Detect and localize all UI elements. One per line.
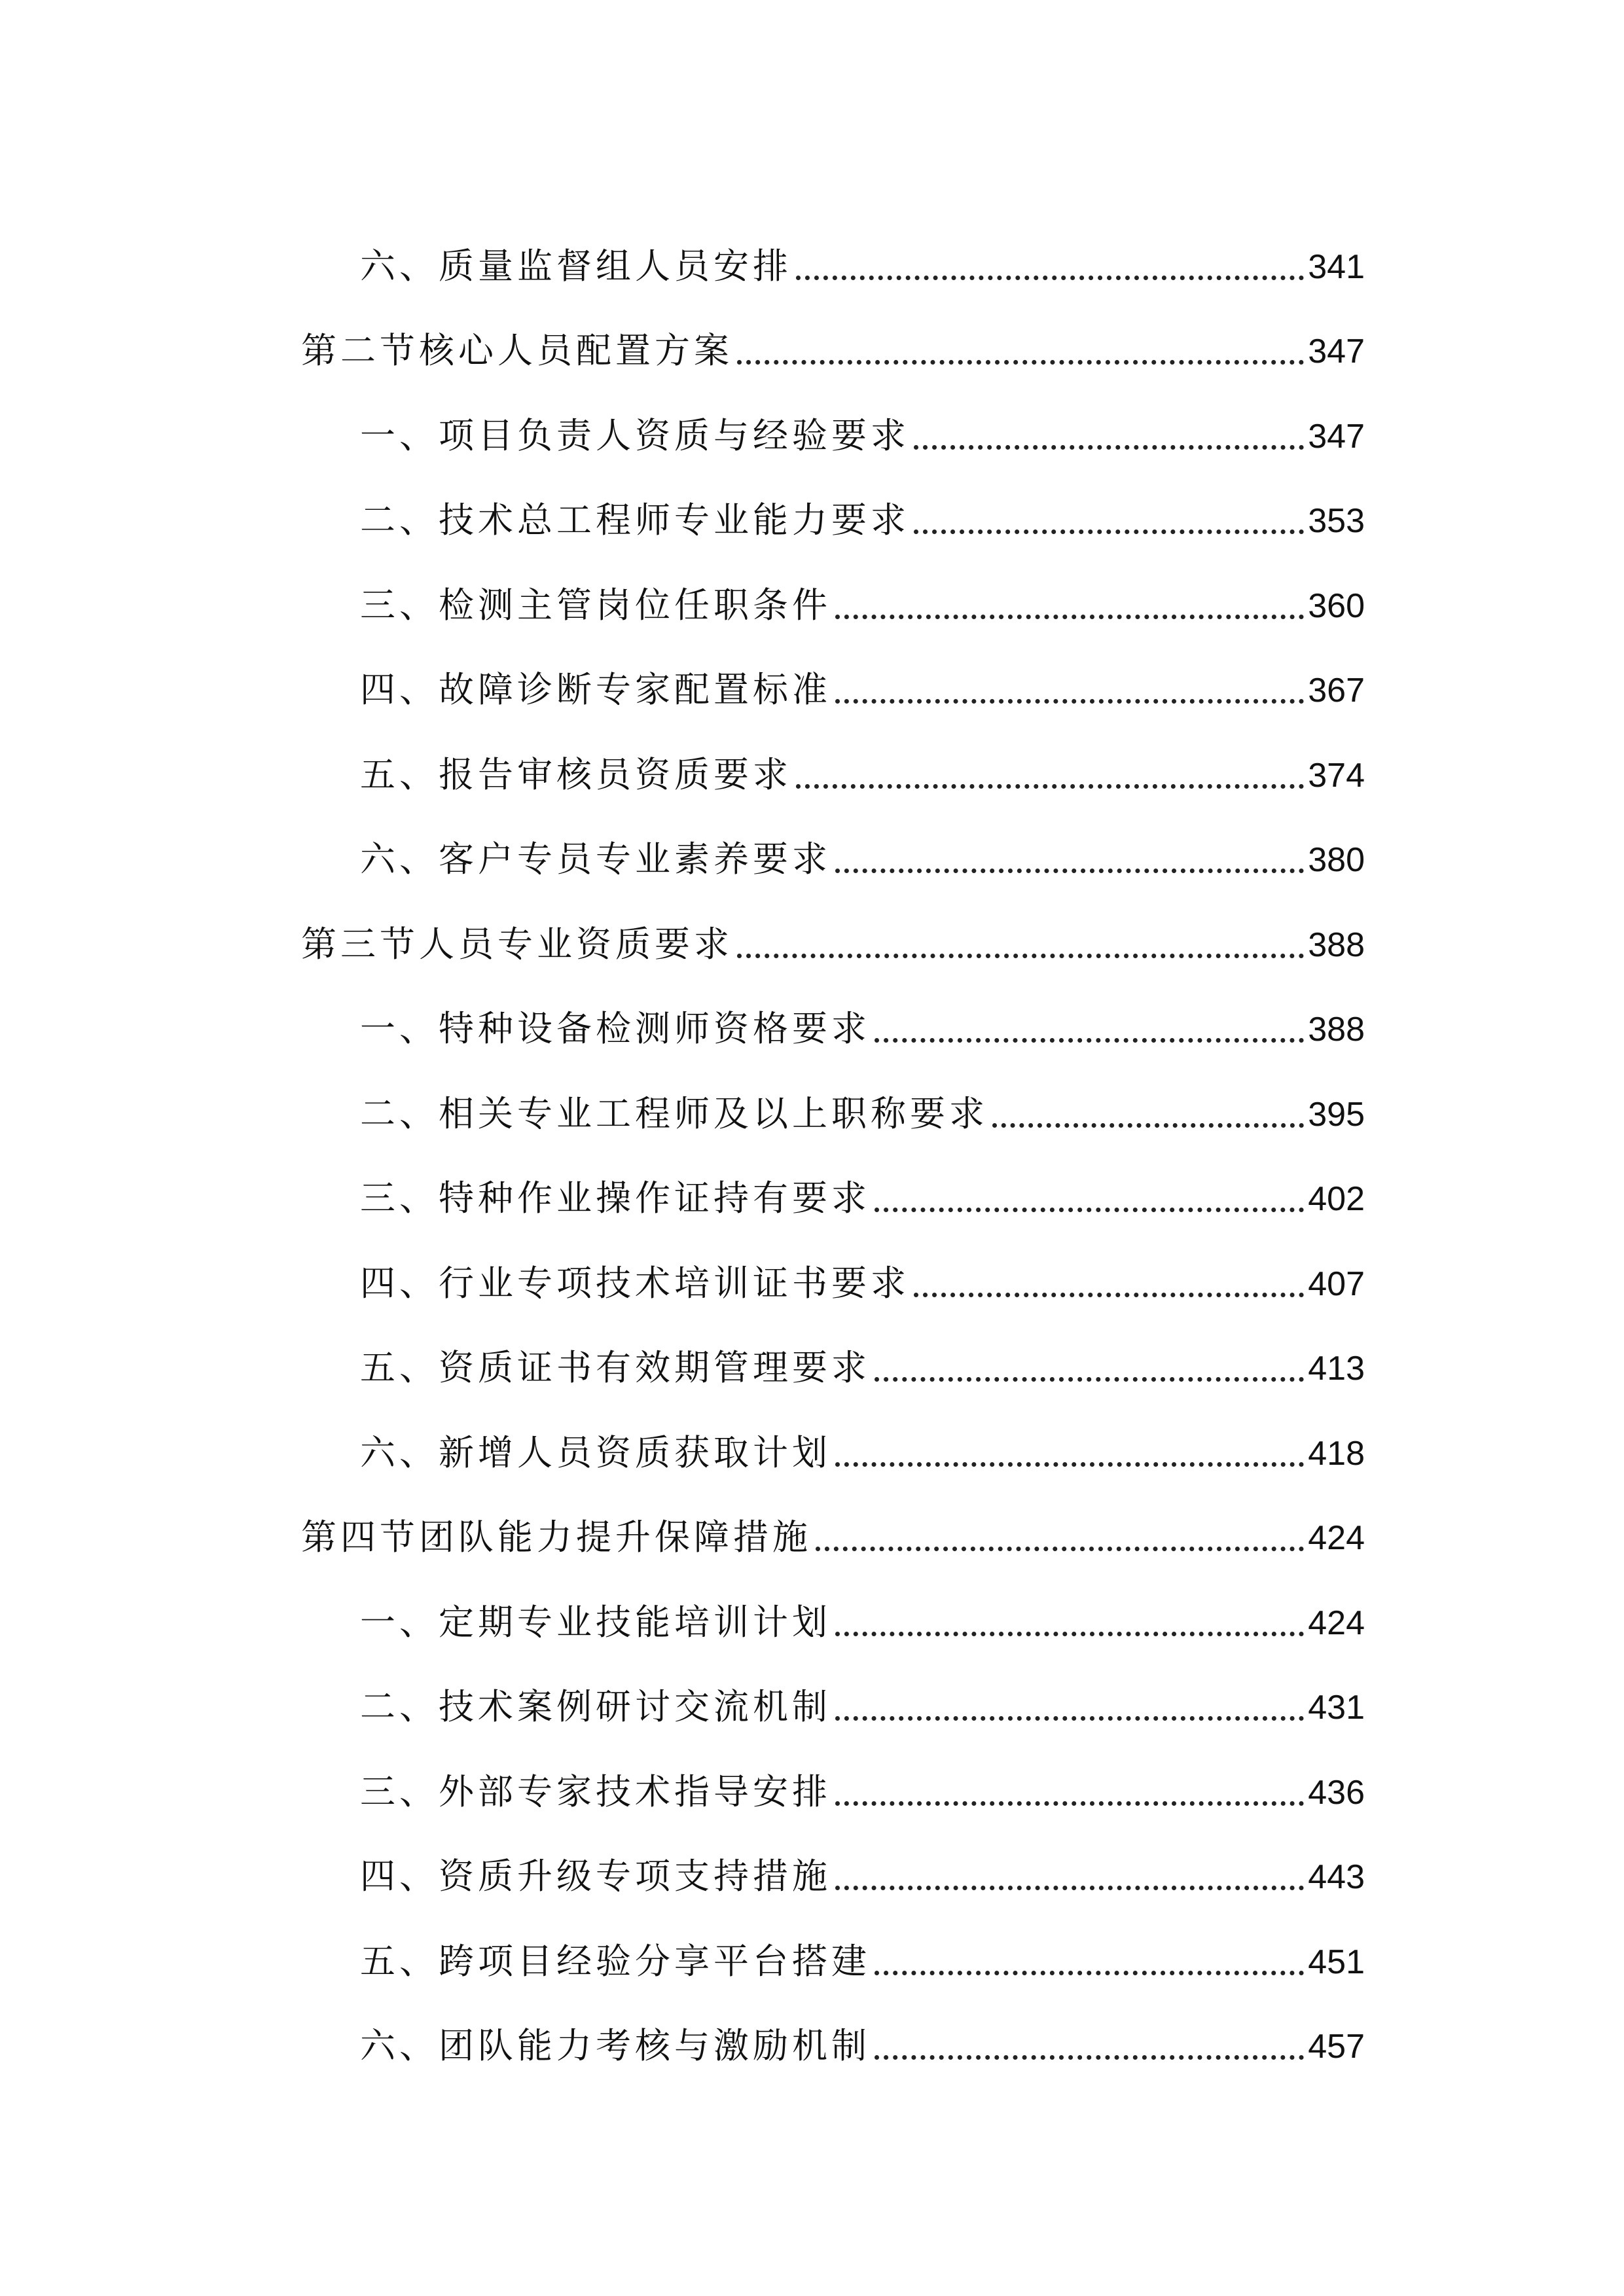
toc-entry-title: 第二节核心人员配置方案 xyxy=(301,330,733,371)
toc-entry-title: 四、行业专项技术培训证书要求 xyxy=(360,1262,910,1304)
dot-leader xyxy=(835,869,1304,873)
dot-leader xyxy=(835,1801,1304,1806)
toc-subsection-entry[interactable] xyxy=(0,717,1624,802)
toc-entry-page-number: 407 xyxy=(1308,1265,1365,1303)
toc-section-entry[interactable] xyxy=(0,293,1624,378)
toc-entry-title: 六、客户专员专业素养要求 xyxy=(360,838,831,880)
toc-entry-title: 五、资质证书有效期管理要求 xyxy=(360,1347,871,1388)
toc-entry-title: 一、特种设备检测师资格要求 xyxy=(360,1008,871,1049)
toc-entry-page-number: 451 xyxy=(1308,1943,1365,1981)
dot-leader xyxy=(835,699,1304,704)
dot-leader xyxy=(816,1547,1304,1551)
toc-entry-page-number: 360 xyxy=(1308,586,1365,625)
toc-subsection-entry[interactable] xyxy=(0,971,1624,1056)
toc-entry-title: 第四节团队能力提升保障措施 xyxy=(301,1516,812,1558)
toc-entry-title: 六、新增人员资质获取计划 xyxy=(360,1431,831,1473)
toc-entry-page-number: 424 xyxy=(1308,1519,1365,1557)
dot-leader xyxy=(835,1632,1304,1636)
toc-subsection-entry[interactable] xyxy=(0,1395,1624,1480)
dot-leader xyxy=(914,1293,1304,1297)
dot-leader xyxy=(737,360,1304,365)
toc-subsection-entry[interactable] xyxy=(0,547,1624,632)
toc-entry-title: 第三节人员专业资质要求 xyxy=(301,923,733,965)
toc-subsection-entry[interactable] xyxy=(0,1903,1624,1988)
toc-entry-page-number: 367 xyxy=(1308,672,1365,709)
toc-entry-title: 六、质量监督组人员安排 xyxy=(360,245,792,287)
toc-subsection-entry[interactable] xyxy=(0,1225,1624,1310)
toc-entry-page-number: 347 xyxy=(1308,332,1365,370)
dot-leader xyxy=(914,529,1304,534)
toc-entry-title: 一、定期专业技能培训计划 xyxy=(360,1601,831,1643)
dot-leader xyxy=(875,1208,1304,1212)
toc-subsection-entry[interactable] xyxy=(0,463,1624,548)
dot-leader xyxy=(835,1462,1304,1467)
dot-leader xyxy=(875,2055,1304,2060)
toc-entry-page-number: 431 xyxy=(1308,1689,1365,1727)
toc-subsection-entry[interactable] xyxy=(0,1819,1624,1904)
dot-leader xyxy=(875,1038,1304,1043)
toc-entry-title: 四、资质升级专项支持措施 xyxy=(360,1856,831,1897)
toc-subsection-entry[interactable] xyxy=(0,1141,1624,1226)
toc-entry-page-number: 418 xyxy=(1308,1434,1365,1473)
toc-subsection-entry[interactable] xyxy=(0,1564,1624,1649)
toc-entry-page-number: 380 xyxy=(1308,841,1365,879)
toc-subsection-entry[interactable] xyxy=(0,632,1624,717)
toc-entry-title: 三、外部专家技术指导安排 xyxy=(360,1770,831,1812)
dot-leader xyxy=(835,1886,1304,1890)
toc-entry-page-number: 402 xyxy=(1308,1180,1365,1218)
toc-entry-page-number: 388 xyxy=(1308,1011,1365,1049)
toc-entry-page-number: 436 xyxy=(1308,1773,1365,1812)
toc-entry-page-number: 388 xyxy=(1308,925,1365,964)
dot-leader xyxy=(875,1971,1304,1975)
toc-subsection-entry[interactable] xyxy=(0,378,1624,463)
toc-subsection-entry[interactable] xyxy=(0,1649,1624,1734)
toc-entry-title: 三、检测主管岗位任职条件 xyxy=(360,584,831,626)
dot-leader xyxy=(914,445,1304,450)
dot-leader xyxy=(796,784,1304,789)
toc-entry-page-number: 457 xyxy=(1308,2028,1365,2066)
toc-subsection-entry[interactable] xyxy=(0,1056,1624,1141)
toc-subsection-entry[interactable] xyxy=(0,208,1624,293)
dot-leader xyxy=(737,954,1304,958)
toc-entry-page-number: 347 xyxy=(1308,417,1365,456)
toc-entry-page-number: 353 xyxy=(1308,502,1365,540)
toc-subsection-entry[interactable] xyxy=(0,802,1624,887)
dot-leader xyxy=(875,1377,1304,1382)
toc-section-entry[interactable] xyxy=(0,886,1624,971)
toc-entry-title: 六、团队能力考核与激励机制 xyxy=(360,2025,871,2066)
toc-entry-page-number: 443 xyxy=(1308,1858,1365,1896)
dot-leader xyxy=(835,1716,1304,1721)
toc-entry-title: 五、跨项目经验分享平台搭建 xyxy=(360,1940,871,1982)
toc-subsection-entry[interactable] xyxy=(0,1310,1624,1395)
dot-leader xyxy=(992,1123,1304,1128)
toc-entry-title: 二、技术总工程师专业能力要求 xyxy=(360,499,910,541)
toc-entry-page-number: 395 xyxy=(1308,1095,1365,1134)
toc-entry-page-number: 424 xyxy=(1308,1604,1365,1642)
toc-entry-title: 二、相关专业工程师及以上职称要求 xyxy=(360,1092,988,1134)
toc-entry-title: 三、特种作业操作证持有要求 xyxy=(360,1177,871,1219)
toc-entry-page-number: 374 xyxy=(1308,756,1365,795)
toc-entry-title: 五、报告审核员资质要求 xyxy=(360,753,792,795)
dot-leader xyxy=(796,276,1304,280)
toc-subsection-entry[interactable] xyxy=(0,1734,1624,1819)
toc-entry-title: 四、故障诊断专家配置标准 xyxy=(360,669,831,710)
toc-subsection-entry[interactable] xyxy=(0,1988,1624,2073)
toc-section-entry[interactable] xyxy=(0,1480,1624,1565)
toc-entry-page-number: 341 xyxy=(1308,247,1365,286)
toc-entry-title: 二、技术案例研讨交流机制 xyxy=(360,1686,831,1727)
toc-entry-page-number: 413 xyxy=(1308,1350,1365,1388)
toc-entry-title: 一、项目负责人资质与经验要求 xyxy=(360,414,910,456)
dot-leader xyxy=(835,615,1304,619)
table-of-contents xyxy=(0,208,1624,2073)
